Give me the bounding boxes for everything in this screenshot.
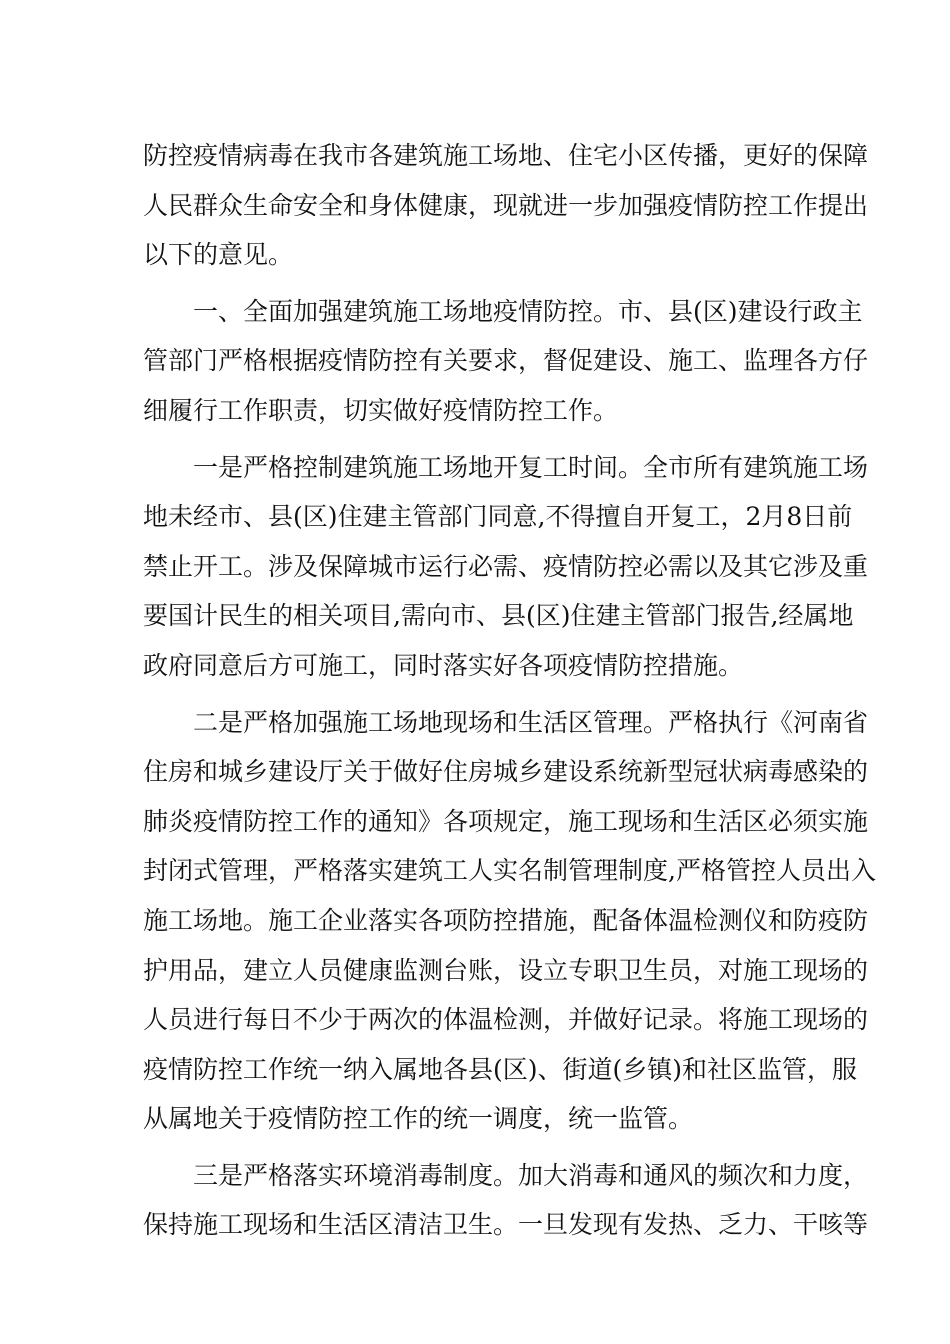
text-line: 住房和城乡建设厅关于做好住房城乡建设系统新型冠状病毒感染的	[143, 757, 869, 787]
text-line: 要国计民生的相关项目,需向市、县(区)住建主管部门报告,经属地	[143, 601, 854, 631]
text-line: 一是严格控制建筑施工场地开复工时间。全市所有建筑施工场	[193, 452, 869, 482]
text-line: 禁止开工。涉及保障城市运行必需、疫情防控必需以及其它涉及重	[143, 551, 869, 581]
text-line: 政府同意后方可施工，同时落实好各项疫情防控措施。	[143, 650, 744, 680]
text-line: 细履行工作职责，切实做好疫情防控工作。	[143, 395, 619, 425]
document-body	[143, 131, 876, 1250]
paragraph-section-one	[143, 287, 869, 436]
paragraph-spacing	[143, 280, 809, 287]
text-line: 肺炎疫情防控工作的通知》各项规定，施工现场和生活区必须实施	[143, 806, 869, 836]
text-line: 管部门严格根据疫情防控有关要求，督促建设、施工、监理各方仔	[143, 346, 869, 376]
text-line: 护用品，建立人员健康监测台账，设立专职卫生员，对施工现场的	[143, 955, 869, 985]
paragraph-spacing	[143, 691, 809, 698]
text-line: 保持施工现场和生活区清洁卫生。一旦发现有发热、乏力、干咳等	[143, 1210, 869, 1240]
paragraph-intro	[143, 131, 869, 280]
text-line: 疫情防控工作统一纳入属地各县(区)、街道(乡镇)和社区监管，服	[143, 1054, 858, 1084]
text-line: 三是严格落实环境消毒制度。加大消毒和通风的频次和力度，	[193, 1160, 869, 1190]
text-line: 人员进行每日不少于两次的体温检测，并做好记录。将施工现场的	[143, 1005, 869, 1035]
text-line: 一、全面加强建筑施工场地疫情防控。市、县(区)建设行政主	[193, 296, 863, 326]
text-line: 封闭式管理，严格落实建筑工人实名制管理制度,严格管控人员出入	[143, 856, 876, 886]
paragraph-spacing	[143, 1144, 809, 1151]
text-line: 防控疫情病毒在我市各建筑施工场地、住宅小区传播，更好的保障	[143, 141, 869, 170]
text-line: 从属地关于疫情防控工作的统一调度，统一监管。	[143, 1104, 694, 1134]
text-line: 二是严格加强施工场地现场和生活区管理。严格执行《河南省	[193, 707, 869, 737]
paragraph-spacing	[143, 436, 809, 443]
text-line: 以下的意见。	[143, 240, 294, 270]
text-line: 人民群众生命安全和身体健康，现就进一步加强疫情防控工作提出	[143, 190, 869, 220]
text-line: 地未经市、县(区)住建主管部门同意,不得擅自开复工，2月8日前	[143, 502, 853, 532]
paragraph-item-one	[143, 443, 869, 691]
paragraph-item-three	[143, 1151, 869, 1250]
text-line: 施工场地。施工企业落实各项防控措施，配备体温检测仪和防疫防	[143, 905, 869, 935]
paragraph-item-two	[143, 698, 876, 1144]
